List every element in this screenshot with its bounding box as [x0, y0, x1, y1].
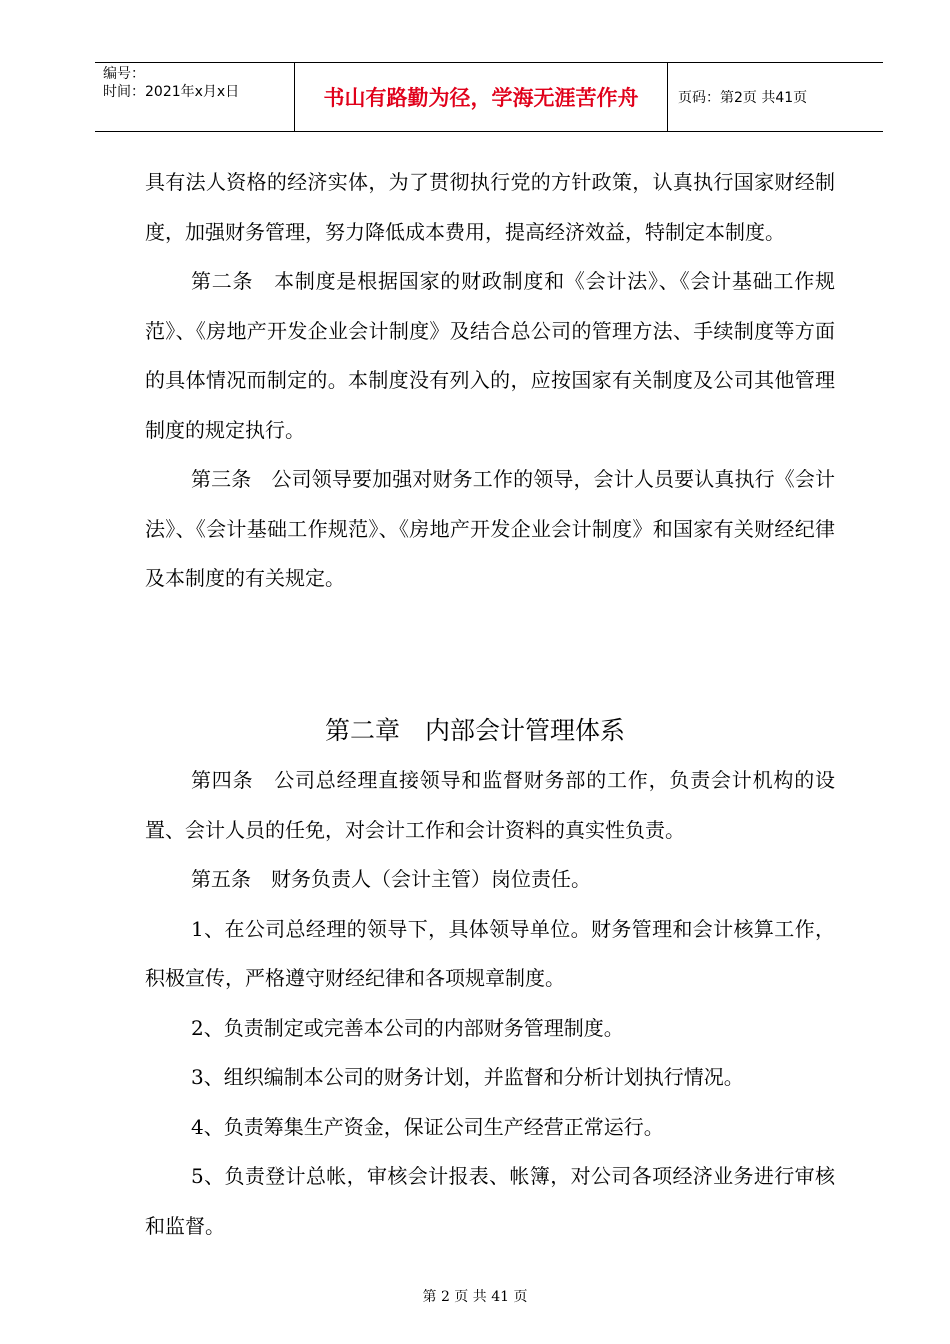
chapter-title: 第二章 内部会计管理体系 [324, 716, 625, 745]
list-item-1: 1、在公司总经理的领导下，具体领导单位。财务管理和会计核算工作，积极宣传，严格遵守财经纪律和各项规章制度。 [145, 916, 835, 990]
paragraph-article-4: 第四条 公司总经理直接领导和监督财务部的工作，负责会计机构的设置、会计人员的任免，对会计工作和会计资料的真实性负责。 [145, 768, 835, 842]
list-item-4: 4、负责筹集生产资金，保证公司生产经营正常运行。 [191, 1114, 664, 1139]
document-number-label: 编号： [103, 66, 145, 82]
body-section-1 [145, 158, 835, 604]
page-header [95, 62, 883, 132]
document-time-label: 时间：2021年x月x日 [103, 84, 240, 100]
paragraph-intro-continued: 具有法人资格的经济实体，为了贯彻执行党的方针政策，认真执行国家财经制度，加强财务管理，努力降低成本费用，提高经济效益，特制定本制度。 [145, 170, 835, 244]
list-item-5: 5、负责登计总帐，审核会计报表、帐簿，对公司各项经济业务进行审核和监督。 [145, 1164, 835, 1238]
header-page-info: 页码：第2页 共41页 [678, 90, 808, 106]
body-section-2 [145, 756, 835, 1251]
paragraph-article-2: 第二条 本制度是根据国家的财政制度和《会计法》、《会计基础工作规范》、《房地产开发企业会计制度》及结合总公司的管理方法、手续制度等方面的具体情况而制定的。本制度没有列入的，应按国家有关制度及公司其他管理制度的规定执行。 [145, 269, 835, 442]
page-footer: 第 2 页 共 41 页 [422, 1289, 528, 1305]
header-motto: 书山有路勤为径，学海无涯苦作舟 [295, 63, 668, 131]
header-meta [95, 63, 295, 131]
paragraph-article-3: 第三条 公司领导要加强对财务工作的领导，会计人员要认真执行《会计法》、《会计基础工作规范》、《房地产开发企业会计制度》和国家有关财经纪律及本制度的有关规定。 [145, 467, 835, 590]
list-item-2: 2、负责制定或完善本公司的内部财务管理制度。 [191, 1015, 624, 1040]
paragraph-article-5: 第五条 财务负责人（会计主管）岗位责任。 [191, 867, 591, 891]
list-item-3: 3、组织编制本公司的财务计划，并监督和分析计划执行情况。 [191, 1065, 744, 1089]
